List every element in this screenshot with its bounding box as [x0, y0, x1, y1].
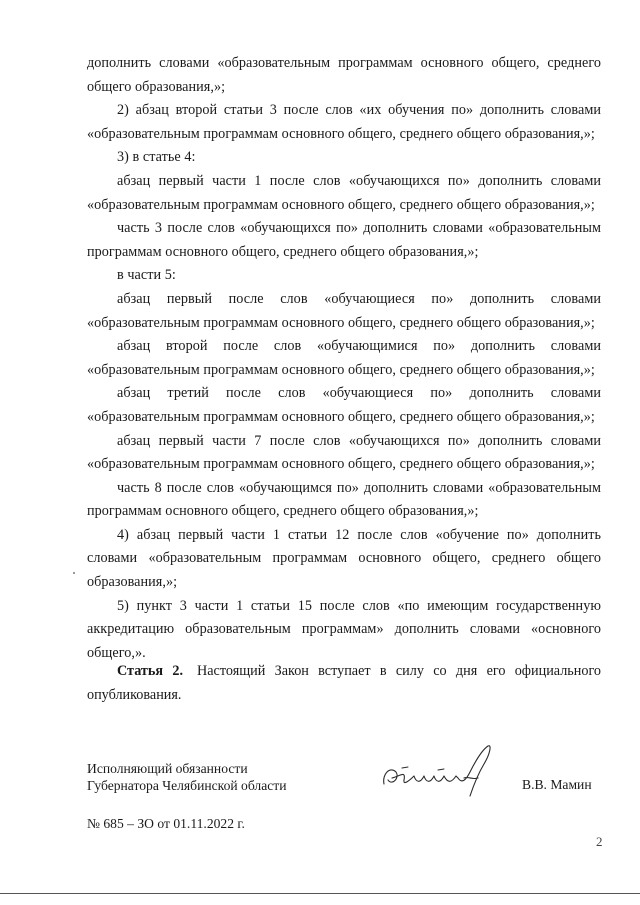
signatory-title — [87, 760, 287, 794]
paragraph-article4-part1: абзац первый части 1 после слов «обучающихся по» дополнить словами «образовательным программам основного общего, среднего общего образования,»; — [87, 172, 601, 213]
article-2-text: Настоящий Закон вступает в силу со дня его официального опубликования. — [87, 663, 601, 703]
paragraph-item-5: 5) пункт 3 части 1 статьи 15 после слов «по имеющим государственную аккредитацию образовательным программам» дополнить словами «основного общего,». — [87, 597, 601, 661]
paragraph-item-4: 4) абзац первый части 1 статьи 12 после слов «обучение по» дополнить словами «образовательным программам основного общего, среднего общего образования,»; — [87, 526, 601, 591]
paragraph-part8: часть 8 после слов «обучающимся по» дополнить словами «образовательным программам основного общего, среднего общего образования,»; — [87, 479, 601, 520]
article-2-label: Статья 2. — [117, 663, 184, 679]
paragraph-part5-abzac1: абзац первый после слов «обучающиеся по» дополнить словами «образовательным программам основного общего, среднего общего образования,»; — [87, 290, 601, 331]
scan-speck — [73, 572, 75, 574]
footer-rule — [0, 893, 640, 894]
paragraph-continuation: дополнить словами «образовательным программам основного общего, среднего общего образования,»; — [87, 55, 601, 95]
paragraph-part5-abzac3: абзац третий после слов «обучающиеся по» дополнить словами «образовательным программам основного общего, среднего общего образования,»; — [87, 385, 601, 425]
paragraph-part7: абзац первый части 7 после слов «обучающихся по» дополнить словами «образовательным программам основного общего, среднего общего образования,»; — [87, 432, 601, 473]
law-number: № 685 – ЗО от 01.11.2022 г. — [87, 816, 245, 831]
page-number: 2 — [596, 834, 603, 849]
article-2 — [87, 660, 601, 707]
paragraph-part5-abzac2: абзац второй после слов «обучающимися по» дополнить словами «образовательным программам основного общего, среднего общего образования,»; — [87, 338, 601, 378]
amendments-text — [87, 52, 601, 665]
signatory-name: В.В. Мамин — [522, 777, 592, 792]
paragraph-item-2: 2) абзац второй статьи 3 после слов «их обучения по» дополнить словами «образовательным программам основного общего, среднего общего образования,»; — [87, 102, 601, 142]
article-2-paragraph — [87, 660, 601, 707]
paragraph-article4-part3: часть 3 после слов «обучающихся по» дополнить словами «образовательным программам основного общего, среднего общего образования,»; — [87, 220, 601, 260]
signatory-title-line1: Исполняющий обязанности — [87, 761, 248, 776]
paragraph-part5-heading: в части 5: — [117, 267, 176, 284]
handwritten-signature — [378, 740, 503, 802]
signatory-title-line2: Губернатора Челябинской области — [87, 778, 287, 793]
paragraph-item-3: 3) в статье 4: — [117, 149, 196, 166]
